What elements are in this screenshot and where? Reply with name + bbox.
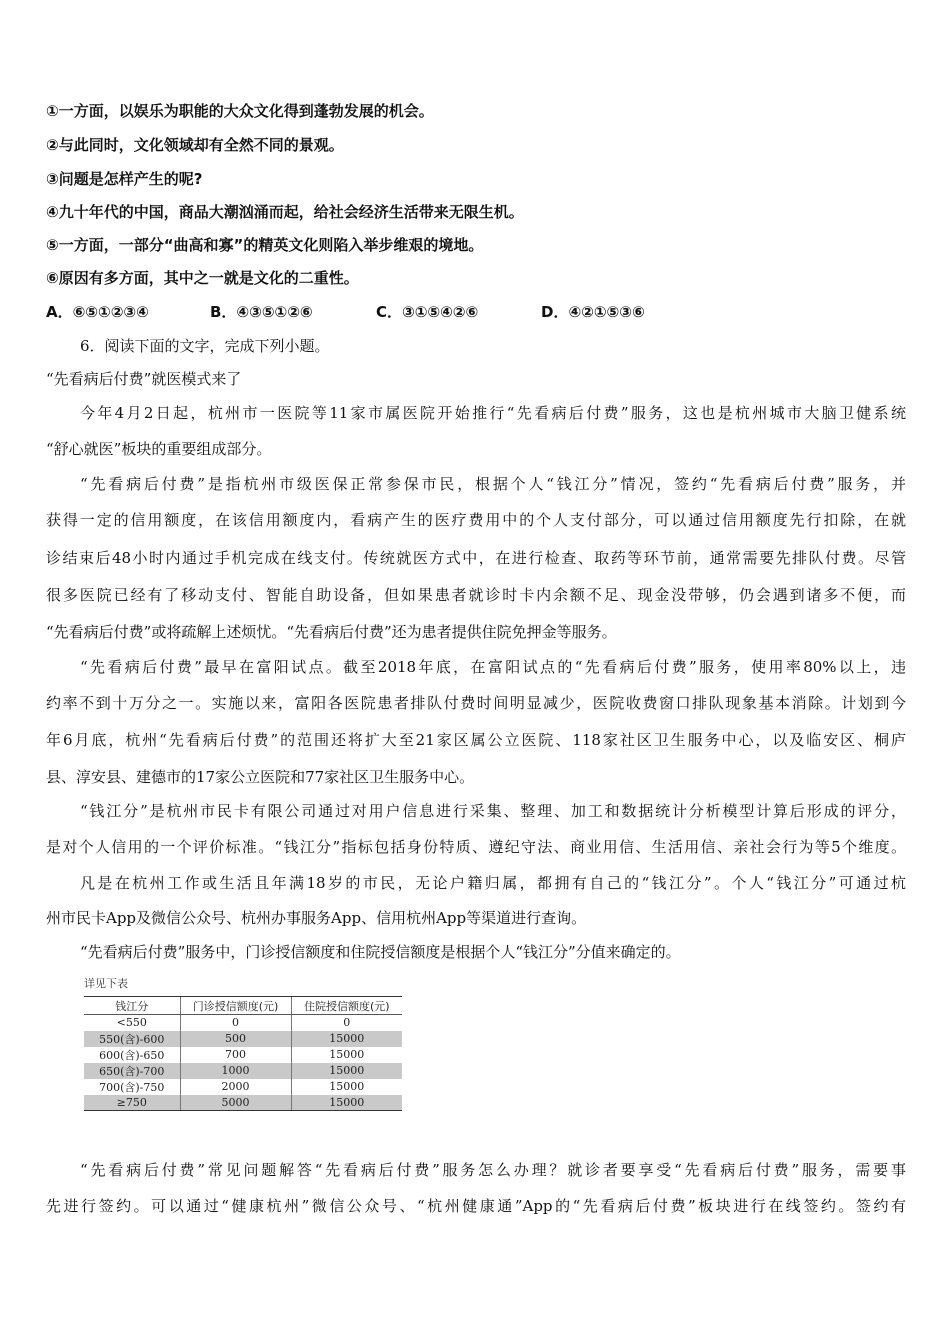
table-row — [84, 1031, 402, 1047]
faq-line: “先看病后付费”常见问题解答“先看病后付费”服务怎么办理？就诊者要享受“先看病后付费”服务，需要事 — [80, 1161, 906, 1179]
sentence-item-5: ⑤一方面，一部分“曲高和寡”的精英文化则陷入举步维艰的境地。 — [46, 236, 484, 254]
paragraph-line: 县、淳安县、建德市的17家公立医院和77家社区卫生服务中心。 — [46, 768, 475, 786]
table-cell: 600(含)-650 — [99, 1048, 165, 1062]
question-prompt: 6．阅读下面的文字，完成下列小题。 — [80, 337, 330, 355]
paragraph-line: 是对个人信用的一个评价标准。“钱江分”指标包括身份特质、遵纪守法、商业用信、生活用信、亲社会行为等5个维度。 — [46, 838, 906, 856]
paragraph-line: 约率不到十万分之一。实施以来，富阳各医院患者排队付费时间明显减少，医院收费窗口排队现象基本消除。计划到今 — [46, 694, 906, 712]
table-row — [84, 1015, 402, 1031]
paragraph-line: 州市民卡App及微信公众号、杭州办事服务App、信用杭州App等渠道进行查询。 — [46, 909, 587, 927]
table-cell: 1000 — [180, 1063, 291, 1079]
table-cell: 550(含)-600 — [84, 1031, 180, 1047]
paragraph-line: 年6月底，杭州“先看病后付费”的范围还将扩大至21家区属公立医院、118家社区卫生服务中心，以及临安区、桐庐 — [46, 731, 906, 749]
table-cell: 15000 — [291, 1047, 402, 1063]
paragraph-line: “先看病后付费”服务中，门诊授信额度和住院授信额度是根据个人“钱江分”分值来确定的。 — [80, 943, 681, 961]
table-cell: 0 — [180, 1015, 291, 1031]
table-cell: 700 — [180, 1047, 291, 1063]
credit-limit-table — [84, 996, 402, 1111]
table-row — [84, 1079, 402, 1095]
table-row — [84, 1047, 402, 1063]
table-cell: <550 — [116, 1016, 147, 1030]
sentence-item-2: ②与此同时，文化领域却有全然不同的景观。 — [46, 136, 344, 154]
table-caption: 详见下表 — [84, 977, 128, 990]
paragraph-line: “先看病后付费”或将疏解上述烦忧。“先看病后付费”还为患者提供住院免押金等服务。 — [46, 623, 617, 641]
choice-c: C．③①⑤④②⑥ — [376, 303, 479, 321]
column-header: 住院授信额度(元) — [291, 997, 402, 1015]
table-cell: 15000 — [291, 1095, 402, 1111]
table-cell: ≥750 — [84, 1095, 180, 1111]
paragraph-line: 今年4月2日起，杭州市一医院等11家市属医院开始推行“先看病后付费”服务，这也是杭州城市大脑卫健系统 — [80, 404, 906, 422]
paragraph-line: 获得一定的信用额度，在该信用额度内，看病产生的医疗费用中的个人支付部分，可以通过信用额度先行扣除，在就 — [46, 511, 906, 529]
paragraph-line: 诊结束后48小时内通过手机完成在线支付。传统就医方式中，在进行检查、取药等环节前，通常需要先排队付费。尽管 — [46, 549, 906, 567]
faq-line: 先进行签约。可以通过“健康杭州”微信公众号、“杭州健康通”App的“先看病后付费”板块进行在线签约。签约有 — [46, 1197, 906, 1215]
table-cell: 650(含)-700 — [84, 1063, 180, 1079]
column-header: 钱江分 — [84, 997, 180, 1015]
table-cell: 5000 — [180, 1095, 291, 1111]
paragraph-line: 凡是在杭州工作或生活且年满18岁的市民，无论户籍归属，都拥有自己的“钱江分”。个人“钱江分”可通过杭 — [80, 874, 906, 892]
paragraph-line: “先看病后付费”是指杭州市级医保正常参保市民，根据个人“钱江分”情况，签约“先看病后付费”服务，并 — [80, 475, 906, 493]
sentence-item-1: ①一方面，以娱乐为职能的大众文化得到蓬勃发展的机会。 — [46, 102, 434, 120]
table-header-row — [84, 997, 402, 1015]
choice-a: A．⑥⑤①②③④ — [46, 303, 149, 321]
table-cell: 15000 — [291, 1031, 402, 1047]
paragraph-line: “钱江分”是杭州市民卡有限公司通过对用户信息进行采集、整理、加工和数据统计分析模型计算后形成的评分， — [80, 802, 906, 820]
sentence-item-4: ④九十年代的中国，商品大潮汹涌而起，给社会经济生活带来无限生机。 — [46, 203, 524, 221]
article-title: “先看病后付费”就医模式来了 — [46, 370, 242, 388]
table-cell: 700(含)-750 — [99, 1080, 165, 1094]
column-header: 门诊授信额度(元) — [180, 997, 291, 1015]
table-cell: 500 — [180, 1031, 291, 1047]
paragraph-line: “先看病后付费”最早在富阳试点。截至2018年底，在富阳试点的“先看病后付费”服务，使用率80%以上，违 — [80, 658, 906, 676]
table-row — [84, 1063, 402, 1079]
table-cell: 2000 — [180, 1079, 291, 1095]
sentence-item-3: ③问题是怎样产生的呢? — [46, 170, 203, 188]
table-row — [84, 1095, 402, 1111]
paragraph-line: “舒心就医”板块的重要组成部分。 — [46, 440, 272, 458]
paragraph-line: 很多医院已经有了移动支付、智能自助设备，但如果患者就诊时卡内余额不足、现金没带够，仍会遇到诸多不便，而 — [46, 586, 906, 604]
choice-b: B．④③⑤①②⑥ — [210, 303, 313, 321]
sentence-item-6: ⑥原因有多方面，其中之一就是文化的二重性。 — [46, 269, 359, 287]
choice-d: D．④②①⑤③⑥ — [541, 303, 645, 321]
table-cell: 15000 — [291, 1063, 402, 1079]
table-cell: 15000 — [291, 1079, 402, 1095]
answer-choices — [46, 302, 906, 322]
table-cell: 0 — [291, 1015, 402, 1031]
